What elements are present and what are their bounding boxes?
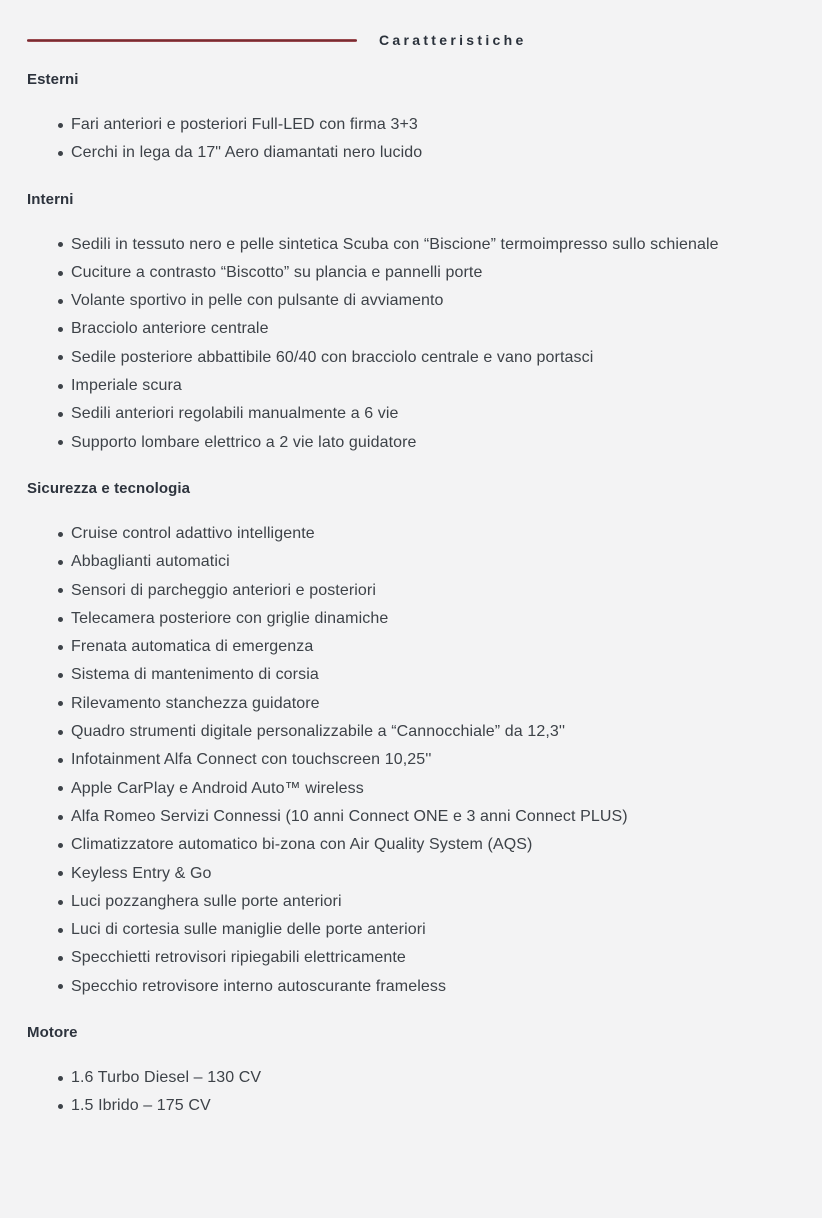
- feature-list-interni: [27, 231, 795, 457]
- section-heading-esterni: Esterni: [27, 71, 79, 88]
- section-title-row: [27, 32, 795, 48]
- section-heading-sicurezza-e-tecnologia: Sicurezza e tecnologia: [27, 479, 191, 497]
- list-item: Sedile posteriore abbattibile 60/40 con bracciolo centrale e vano portasci: [71, 344, 795, 372]
- list-item: Sistema di mantenimento di corsia: [71, 661, 795, 689]
- page-title: Caratteristiche: [379, 32, 527, 48]
- list-item: Apple CarPlay e Android Auto™ wireless: [71, 775, 795, 803]
- list-item: Cruise control adattivo intelligente: [71, 520, 795, 548]
- feature-list-esterni: [27, 111, 795, 168]
- feature-list-sicurezza-e-tecnologia: [27, 520, 795, 1001]
- list-item: Keyless Entry & Go: [71, 860, 795, 888]
- list-item: Quadro strumenti digitale personalizzabile a “Cannocchiale” da 12,3'': [71, 718, 795, 746]
- list-item: Climatizzatore automatico bi-zona con Air Quality System (AQS): [71, 831, 795, 859]
- list-item: Abbaglianti automatici: [71, 548, 795, 576]
- list-item: Sensori di parcheggio anteriori e posteriori: [71, 577, 795, 605]
- list-item: Luci di cortesia sulle maniglie delle porte anteriori: [71, 916, 795, 944]
- section-heading-interni: Interni: [27, 190, 74, 208]
- list-item: Rilevamento stanchezza guidatore: [71, 690, 795, 718]
- section-heading-motore: Motore: [27, 1024, 78, 1042]
- title-rule-line: [27, 39, 357, 42]
- list-item: Sedili in tessuto nero e pelle sintetica Scuba con “Biscione” termoimpresso sullo schienale: [71, 231, 795, 259]
- list-item: Sedili anteriori regolabili manualmente a 6 vie: [71, 400, 795, 428]
- list-item: Cerchi in lega da 17" Aero diamantati nero lucido: [71, 139, 795, 167]
- list-item: Fari anteriori e posteriori Full-LED con firma 3+3: [71, 111, 795, 139]
- list-item: Alfa Romeo Servizi Connessi (10 anni Connect ONE e 3 anni Connect PLUS): [71, 803, 795, 831]
- list-item: Volante sportivo in pelle con pulsante di avviamento: [71, 287, 795, 315]
- list-item: Supporto lombare elettrico a 2 vie lato guidatore: [71, 429, 795, 457]
- list-item: Specchietti retrovisori ripiegabili elettricamente: [71, 944, 795, 972]
- list-item: 1.5 Ibrido – 175 CV: [71, 1092, 795, 1120]
- list-item: 1.6 Turbo Diesel – 130 CV: [71, 1064, 795, 1092]
- list-item: Luci pozzanghera sulle porte anteriori: [71, 888, 795, 916]
- list-item: Frenata automatica di emergenza: [71, 633, 795, 661]
- list-item: Specchio retrovisore interno autoscurante frameless: [71, 973, 795, 1001]
- list-item: Infotainment Alfa Connect con touchscreen 10,25'': [71, 746, 795, 774]
- list-item: Bracciolo anteriore centrale: [71, 315, 795, 343]
- feature-list-motore: [27, 1064, 795, 1121]
- list-item: Telecamera posteriore con griglie dinamiche: [71, 605, 795, 633]
- feature-sections: [27, 71, 795, 1121]
- list-item: Cuciture a contrasto “Biscotto” su plancia e pannelli porte: [71, 259, 795, 287]
- list-item: Imperiale scura: [71, 372, 795, 400]
